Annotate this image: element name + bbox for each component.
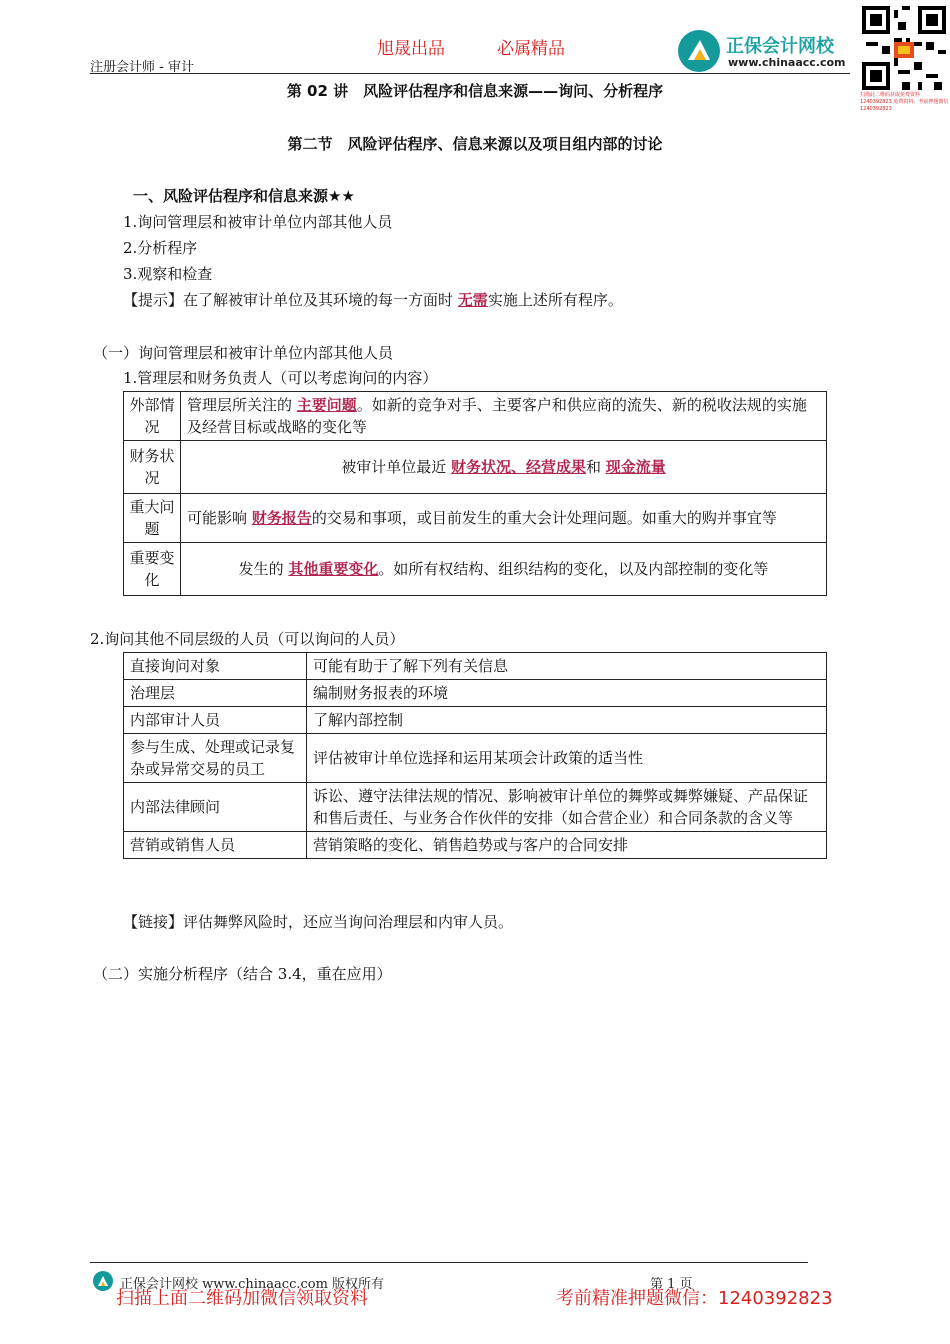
subject-header: 注册会计师 - 审计 bbox=[90, 60, 194, 75]
slogan-left: 旭晟出品 bbox=[377, 39, 445, 59]
tip-prefix: 【提示】在了解被审计单位及其环境的每一方面时 bbox=[123, 291, 454, 309]
table-row bbox=[124, 832, 827, 859]
part1-heading: 一、风险评估程序和信息来源★★ bbox=[133, 187, 355, 205]
highlight-term: 财务报告 bbox=[251, 509, 312, 527]
table-cell-who: 内部审计人员 bbox=[124, 707, 307, 734]
table-row bbox=[124, 707, 827, 734]
lecture-title: 第 02 讲 风险评估程序和信息来源——询问、分析程序 bbox=[286, 82, 664, 100]
watermark-right: 考前精准押题微信：1240392823 bbox=[556, 1288, 833, 1309]
list-item: 2.分析程序 bbox=[123, 239, 198, 257]
item1-title: 1.管理层和财务负责人（可以考虑询问的内容） bbox=[123, 369, 438, 387]
list-item: 3.观察和检查 bbox=[123, 265, 213, 283]
highlight-term: 主要问题 bbox=[296, 396, 357, 414]
row-label: 财务状况 bbox=[124, 441, 181, 494]
row-label: 重要变化 bbox=[124, 543, 181, 596]
text: 发生的 bbox=[238, 560, 284, 578]
logo-emblem-icon bbox=[678, 30, 720, 72]
footer-logo-icon bbox=[93, 1271, 113, 1291]
row-label: 重大问题 bbox=[124, 494, 181, 543]
row-content bbox=[181, 543, 827, 596]
slogan-right: 必属精品 bbox=[497, 39, 565, 59]
table-cell-info: 了解内部控制 bbox=[307, 707, 827, 734]
table-row bbox=[124, 783, 827, 832]
sub2-heading: （二）实施分析程序（结合 3.4，重在应用） bbox=[93, 965, 392, 983]
table-row bbox=[124, 392, 827, 441]
row-label: 外部情况 bbox=[124, 392, 181, 441]
table-cell-who: 营销或销售人员 bbox=[124, 832, 307, 859]
table-cell-who: 内部法律顾问 bbox=[124, 783, 307, 832]
logo-url: www.chinaacc.com bbox=[728, 56, 846, 69]
row-content bbox=[181, 392, 827, 441]
highlight-term: 财务状况、经营成果 bbox=[450, 458, 586, 476]
text: 。如所有权结构、组织结构的变化，以及内部控制的变化等 bbox=[378, 560, 769, 578]
tip-suffix: 实施上述所有程序。 bbox=[487, 291, 623, 309]
text: 和 bbox=[586, 458, 602, 476]
text: 可能影响 bbox=[187, 509, 248, 527]
sub1-heading: （一）询问管理层和被审计单位内部其他人员 bbox=[93, 344, 394, 362]
section-title: 第二节 风险评估程序、信息来源以及项目组内部的讨论 bbox=[287, 135, 663, 153]
table-row bbox=[124, 653, 827, 680]
list-item: 1.询问管理层和被审计单位内部其他人员 bbox=[123, 213, 393, 231]
footer-divider bbox=[90, 1262, 808, 1263]
footer-copyright: 正保会计网校 www.chinaacc.com 版权所有 bbox=[120, 1277, 385, 1292]
table-cell-info: 可能有助于了解下列有关信息 bbox=[307, 653, 827, 680]
table-row bbox=[124, 680, 827, 707]
row-content bbox=[181, 494, 827, 543]
table-cell-who: 直接询问对象 bbox=[124, 653, 307, 680]
table-row bbox=[124, 734, 827, 783]
table-cell-info: 诉讼、遵守法律法规的情况、影响被审计单位的舞弊或舞弊嫌疑、产品保证和售后责任、与业务合作伙伴的安排（如合营企业）和合同条款的含义等 bbox=[307, 783, 827, 832]
tip-highlight: 无需 bbox=[457, 291, 488, 309]
table-row bbox=[124, 441, 827, 494]
management-inquiry-table bbox=[123, 391, 827, 596]
page-number: 第 1 页 bbox=[650, 1277, 693, 1292]
text: 。如新的竞争对手、主要客户和供应商的流失、新的税收法规的实施及经营目标或战略的变化等 bbox=[187, 396, 807, 436]
qr-note: 扫描此二维码获取免费资料 1240392823 免费资料、考前押题微信 1240392823 bbox=[860, 92, 949, 112]
item2-title: 2.询问其他不同层级的人员（可以询问的人员） bbox=[90, 630, 405, 648]
text: 的交易和事项，或目前发生的重大会计处理问题。如重大的购并事宜等 bbox=[311, 509, 777, 527]
tip-note bbox=[123, 289, 623, 310]
table-row bbox=[124, 543, 827, 596]
other-personnel-table bbox=[123, 652, 827, 859]
highlight-term: 其他重要变化 bbox=[288, 560, 379, 578]
text: 管理层所关注的 bbox=[187, 396, 293, 414]
row-content bbox=[181, 441, 827, 494]
qr-code-icon bbox=[862, 6, 946, 90]
watermark-left: 扫描上面二维码加微信领取资料 bbox=[116, 1288, 368, 1309]
table-cell-info: 营销策略的变化、销售趋势或与客户的合同安排 bbox=[307, 832, 827, 859]
table-row bbox=[124, 494, 827, 543]
table-cell-who: 参与生成、处理或记录复杂或异常交易的员工 bbox=[124, 734, 307, 783]
table-cell-who: 治理层 bbox=[124, 680, 307, 707]
text: 被审计单位最近 bbox=[341, 458, 447, 476]
highlight-term: 现金流量 bbox=[605, 458, 666, 476]
chinaacc-logo bbox=[678, 30, 858, 74]
logo-name: 正保会计网校 bbox=[726, 36, 834, 57]
table-cell-info: 评估被审计单位选择和运用某项会计政策的适当性 bbox=[307, 734, 827, 783]
link-note: 【链接】评估舞弊风险时，还应当询问治理层和内审人员。 bbox=[123, 913, 514, 931]
table-cell-info: 编制财务报表的环境 bbox=[307, 680, 827, 707]
